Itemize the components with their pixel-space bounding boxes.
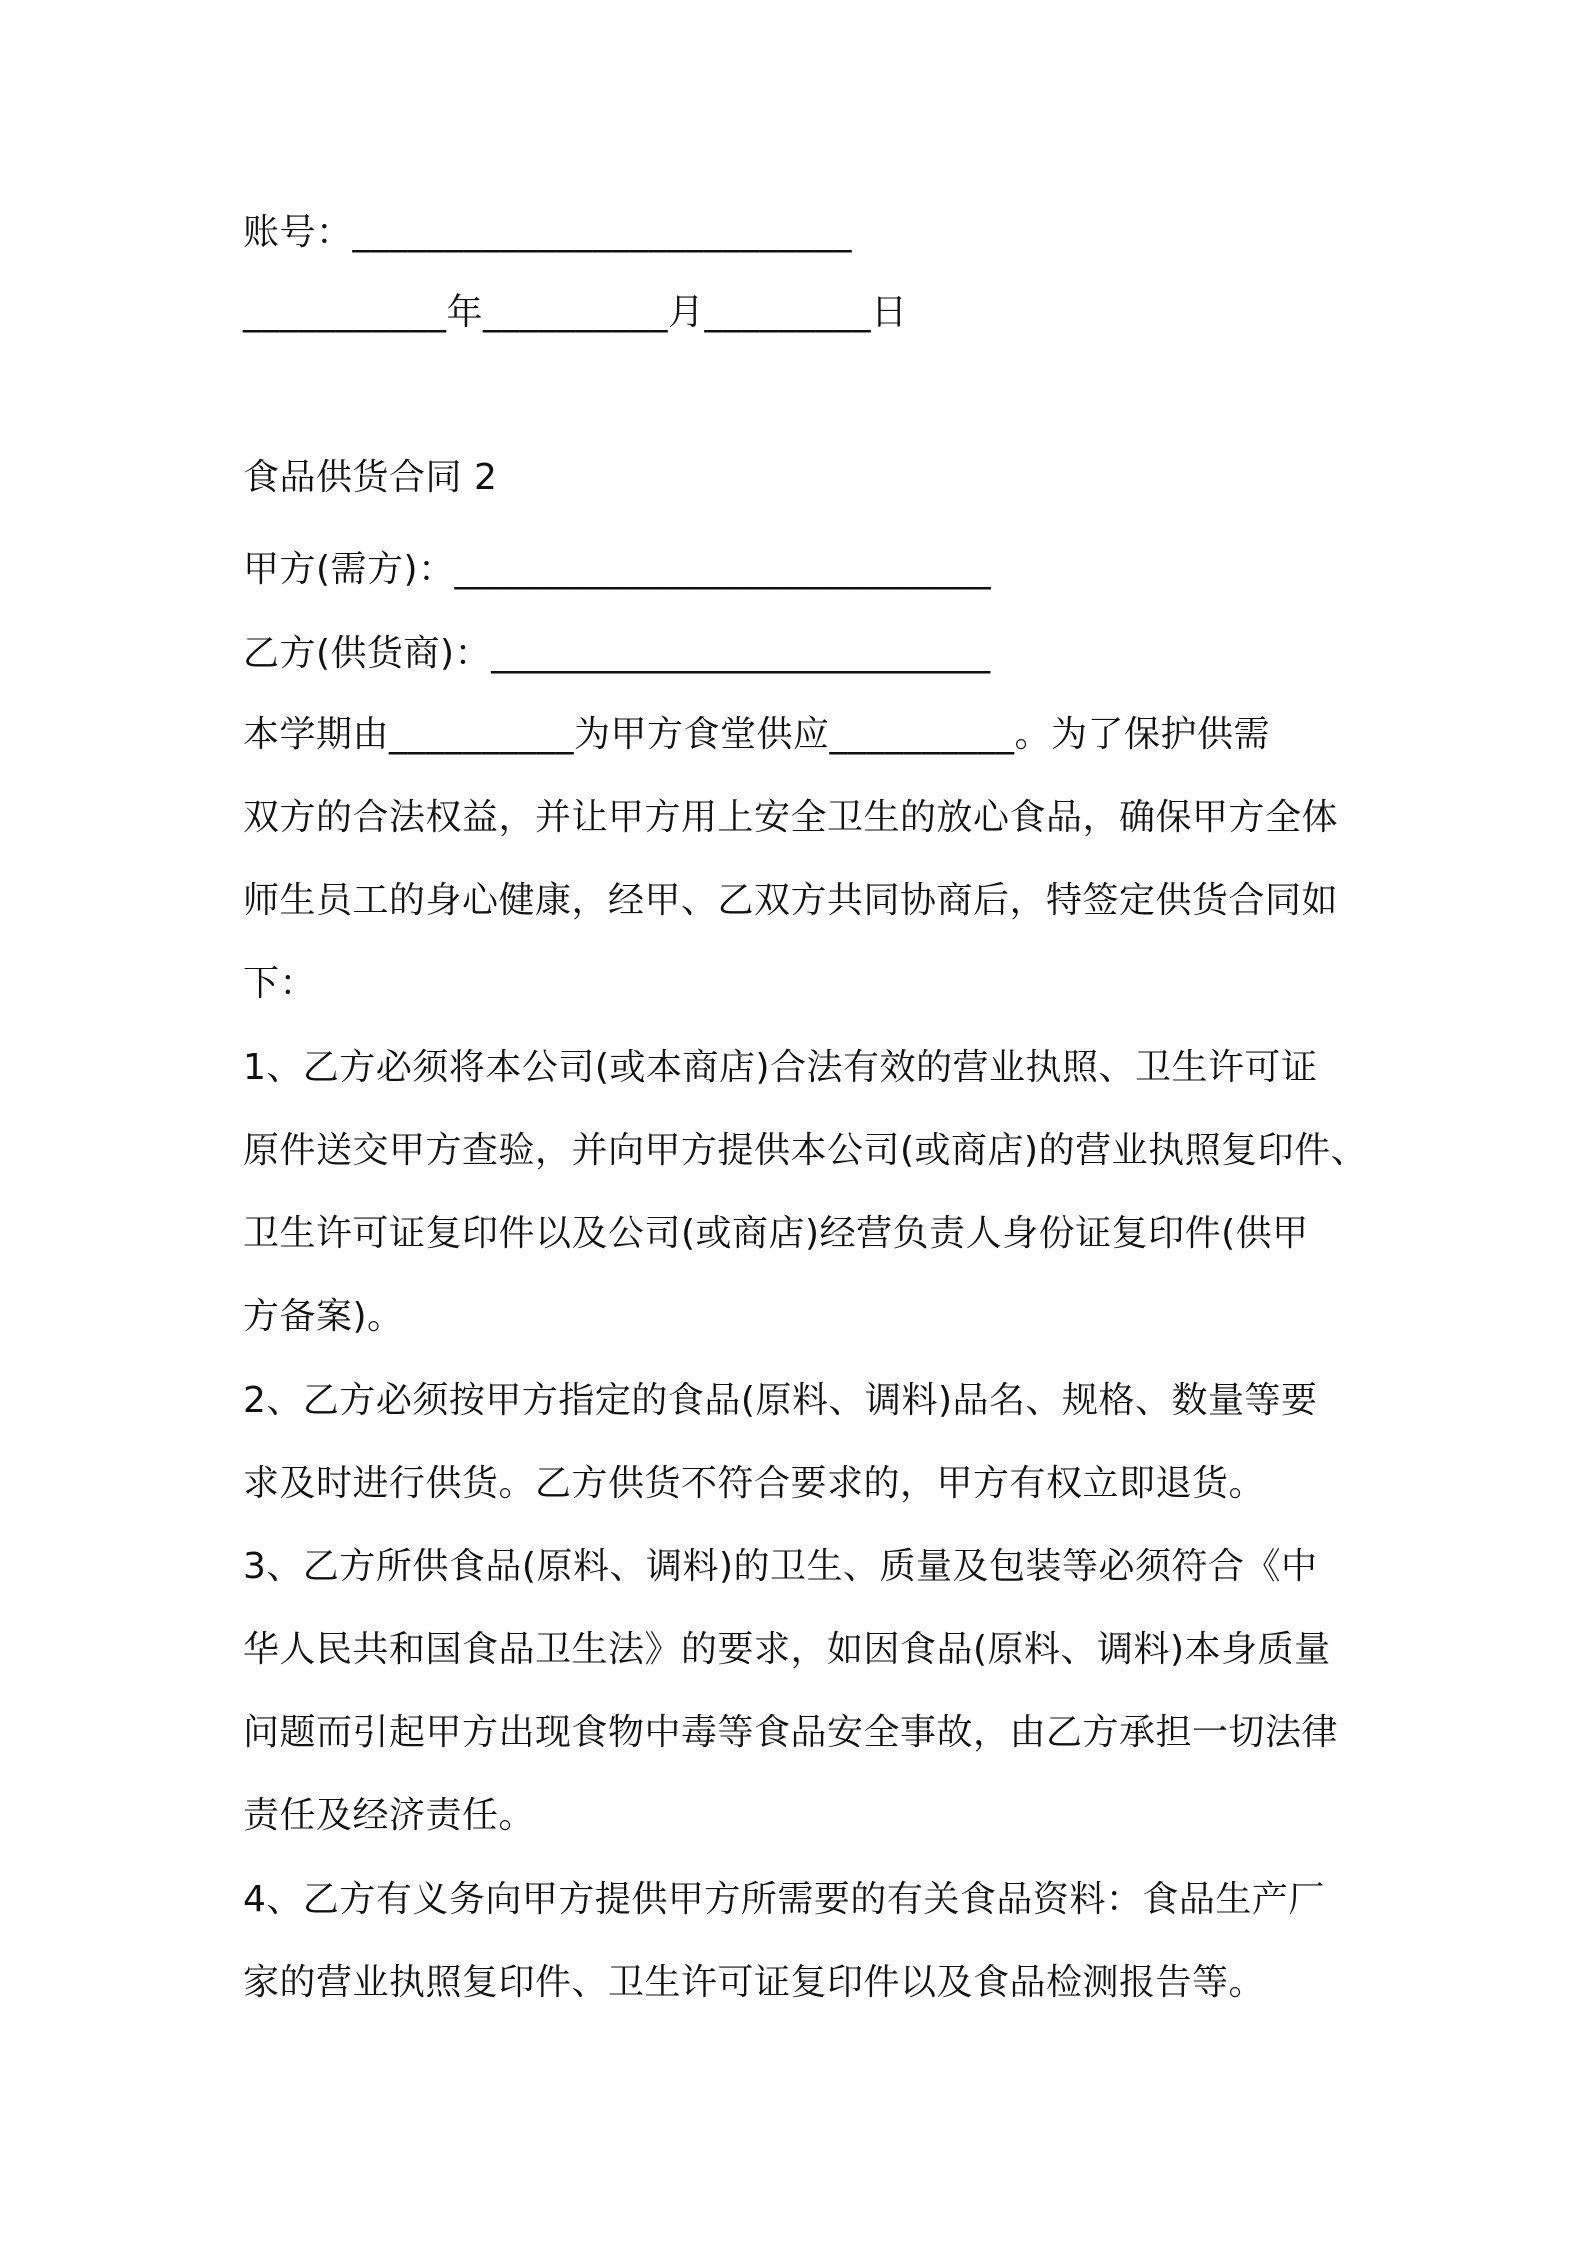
clause-3-line: 问题而引起甲方出现食物中毒等食品安全事故，由乙方承担一切法律: [243, 1712, 1339, 1753]
contract-title: 食品供货合同 2: [243, 457, 498, 498]
clause-2-line: 2、乙方必须按甲方指定的食品(原料、调料)品名、规格、数量等要: [243, 1380, 1318, 1421]
clause-3-line: 3、乙方所供食品(原料、调料)的卫生、质量及包装等必须符合《中: [243, 1546, 1318, 1587]
clause-3-line: 责任及经济责任。: [243, 1795, 536, 1836]
clause-1-line: 1、乙方必须将本公司(或本商店)合法有效的营业执照、卫生许可证: [243, 1047, 1318, 1088]
party-a-line: 甲方(需方)：_____________________________: [243, 549, 992, 590]
clause-1-line: 卫生许可证复印件以及公司(或商店)经营负责人身份证复印件(供甲: [243, 1213, 1309, 1254]
clause-2-line: 求及时进行供货。乙方供货不符合要求的，甲方有权立即退货。: [243, 1463, 1266, 1504]
account-line: 账号：___________________________: [243, 212, 853, 253]
clause-1-line: 方备案)。: [243, 1296, 404, 1337]
clause-4-line: 4、乙方有义务向甲方提供甲方所需要的有关食品资料：食品生产厂: [243, 1879, 1325, 1920]
clause-3-line: 华人民共和国食品卫生法》的要求，如因食品(原料、调料)本身质量: [243, 1629, 1331, 1670]
clause-1-line: 原件送交甲方查验，并向甲方提供本公司(或商店)的营业执照复印件、: [243, 1130, 1368, 1171]
intro-paragraph-line: 本学期由__________为甲方食堂供应__________。为了保护供需: [243, 714, 1271, 755]
intro-paragraph-line: 下：: [243, 963, 317, 1004]
clause-4-line: 家的营业执照复印件、卫生许可证复印件以及食品检测报告等。: [243, 1962, 1266, 2003]
intro-paragraph-line: 双方的合法权益，并让甲方用上安全卫生的放心食品，确保甲方全体: [243, 797, 1339, 838]
intro-paragraph-line: 师生员工的身心健康，经甲、乙双方共同协商后，特签定供货合同如: [243, 880, 1339, 921]
date-line: ___________年__________月_________日: [243, 292, 908, 333]
party-b-line: 乙方(供货商)：___________________________: [243, 633, 991, 674]
